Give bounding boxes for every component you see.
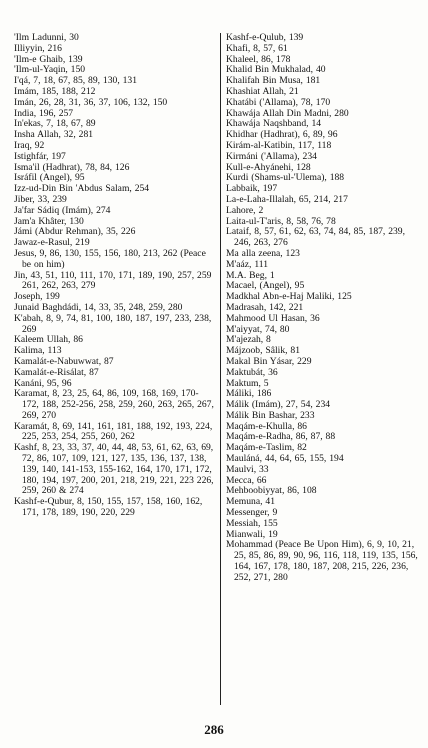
index-entry: India, 196, 257 (14, 107, 74, 119)
index-entry: Mecca, 66 (226, 474, 267, 486)
index-entry: Khalifah Bin Musa, 181 (226, 75, 321, 87)
index-entry: M'aiyyat, 74, 80 (226, 323, 290, 335)
index-entry: Málik Bin Bashar, 233 (226, 409, 315, 421)
index-entry: Máliki, 186 (226, 388, 272, 400)
index-entry: Jesus, 9, 86, 130, 155, 156, 180, 213, 262 (Peace be on him) (14, 247, 206, 270)
index-entry: Junaid Baghdádi, 14, 33, 35, 248, 259, 280 (14, 301, 183, 313)
index-entry: Messiah, 155 (226, 517, 278, 529)
index-entry: M.A. Beg, 1 (226, 269, 275, 281)
index-entry: Maqám-e-Taslim, 82 (226, 442, 307, 454)
index-entry: Khawája Naqshband, 14 (226, 118, 322, 130)
index-entry: Labbaik, 197 (226, 183, 278, 195)
index-entry: Imám, 185, 188, 212 (14, 85, 96, 97)
index-entry: Madrasah, 142, 221 (226, 301, 304, 313)
index-entry: M'aáz, 111 (226, 258, 269, 270)
index-entry: Ja'far Sádiq (Imám), 274 (14, 204, 111, 216)
index-entry: Kashf-e-Qubur, 8, 150, 155, 157, 158, 160, 162, 171, 178, 189, 190, 220, 229 (14, 496, 203, 519)
index-entry: Khawája Allah Din Madni, 280 (226, 107, 349, 119)
index-entry: Madkhal Abn-e-Haj Maliki, 125 (226, 291, 352, 303)
index-entry: Mauláná, 44, 64, 65, 155, 194 (226, 453, 344, 465)
index-entry: Insha Allah, 32, 281 (14, 129, 94, 141)
index-entry: 'Ilm-e Ghaib, 139 (14, 53, 83, 65)
index-entry: Isráfil (Angel), 95 (14, 172, 85, 184)
index-entry: Jámi (Abdur Rehman), 35, 226 (14, 226, 136, 238)
index-entry: Kirám-al-Katibin, 117, 118 (226, 139, 332, 151)
index-entry: Maktum, 5 (226, 377, 269, 389)
index-entry: Kurdi (Shams-ul-'Ulema), 188 (226, 172, 345, 184)
index-entry: In'ekas, 7, 18, 67, 89 (14, 118, 96, 130)
index-entry: Khashiat Allah, 21 (226, 85, 299, 97)
index-entry: Illiyyin, 216 (14, 42, 62, 54)
index-entry: Khatábi ('Allama), 78, 170 (226, 96, 331, 108)
page-number: 286 (204, 722, 224, 737)
index-entry: Jawaz-e-Rasul, 219 (14, 237, 90, 249)
index-entry: 'Ilm-ul-Yaqin, 150 (14, 64, 86, 76)
index-entry: Khidhar (Hadhrat), 6, 89, 96 (226, 129, 338, 141)
index-entry: Kull-e-Ahyánehi, 128 (226, 161, 311, 173)
index-entry: Lahore, 2 (226, 204, 264, 216)
index-entry: Jiber, 33, 239 (14, 193, 67, 205)
index-entry: Maktubát, 36 (226, 366, 278, 378)
index-entry: Mianwali, 19 (226, 528, 278, 540)
index-entry: La-e-Laha-Illalah, 65, 214, 217 (226, 193, 348, 205)
index-entry: Kanáni, 95, 96 (14, 377, 72, 389)
index-entry: Karamat, 8, 23, 25, 64, 86, 109, 168, 169, 170-172, 188, 252-256, 258, 259, 260, 263, 265, 267, 269, 270 (14, 388, 214, 421)
index-column-right (226, 33, 422, 584)
index-entry: Jam'a Khâter, 130 (14, 215, 84, 227)
index-entry: Memuna, 41 (226, 496, 275, 508)
index-entry: Májzoob, Sâlik, 81 (226, 345, 301, 357)
index-entry: Maulvi, 33 (226, 463, 269, 475)
index-entry: Joseph, 199 (14, 291, 60, 303)
index-entry: Karamát, 8, 69, 141, 161, 181, 188, 192, 193, 224, 225, 253, 254, 255, 260, 262 (14, 420, 213, 443)
index-entry: Maqám-e-Khulla, 86 (226, 420, 307, 432)
index-entry: Laita-ul-T'aris, 8, 58, 76, 78 (226, 215, 336, 227)
index-entry: Kamalát-e-Nabuwwat, 87 (14, 355, 114, 367)
index-entry: Mehboobiyyat, 86, 108 (226, 485, 317, 497)
index-entry: Kirmáni ('Allama), 234 (226, 150, 317, 162)
index-entry: Makal Bin Yásar, 229 (226, 355, 312, 367)
index-entry: Kaleem Ullah, 86 (14, 334, 83, 346)
index-entry: Kashf, 8, 23, 33, 37, 40, 44, 48, 53, 61, 62, 63, 69, 72, 86, 107, 109, 121, 127, 135, 136, 137, 138, 139, 140, 141-153, 155-162, 164, 170, 171, 172, 180, 194, 197, 200, 201, 218, 219, 221, 223 226, 259, 260 & 274 (14, 442, 214, 497)
index-entry: M'ajezah, 8 (226, 334, 271, 346)
index-entry: Mohammad (Peace Be Upon Him), 6, 9, 10, 21, 25, 85, 86, 89, 90, 96, 116, 118, 119, 135, 156, 164, 167, 178, 180, 187, 208, 215, 226, 236, 252, 271, 280 (226, 539, 418, 583)
index-entry: Kamalát-e-Risálat, 87 (14, 366, 99, 378)
index-entry: Khafi, 8, 57, 61 (226, 42, 288, 54)
index-entry: Isma'il (Hadhrat), 78, 84, 126 (14, 161, 130, 173)
index-entry: Macael, (Angel), 95 (226, 280, 305, 292)
index-entry: Messenger, 9 (226, 507, 278, 519)
column-divider (220, 33, 221, 705)
index-entry: 'Ilm Ladunni, 30 (14, 32, 79, 43)
index-entry: Málik (Imám), 27, 54, 234 (226, 399, 331, 411)
index-entry: Iraq, 92 (14, 139, 45, 151)
index-entry: Istighfár, 197 (14, 150, 66, 162)
index-entry: Khaleel, 86, 178 (226, 53, 291, 65)
index-entry: Kalima, 113 (14, 345, 62, 357)
index-entry: Khalid Bin Mukhalad, 40 (226, 64, 326, 76)
index-entry: Lataif, 8, 57, 61, 62, 63, 74, 84, 85, 187, 239, 246, 263, 276 (226, 226, 406, 249)
index-entry: Imán, 26, 28, 31, 36, 37, 106, 132, 150 (14, 96, 168, 108)
index-entry: K'abah, 8, 9, 74, 81, 100, 180, 187, 197, 233, 238, 269 (14, 312, 212, 335)
index-entry: Kashf-e-Qulub, 139 (226, 32, 304, 43)
index-entry: Mahmood Ul Hasan, 36 (226, 312, 320, 324)
index-entry: I'qá, 7, 18, 67, 85, 89, 130, 131 (14, 75, 138, 87)
index-entry: Jin, 43, 51, 110, 111, 170, 171, 189, 190, 257, 259 261, 262, 263, 279 (14, 269, 212, 292)
index-column-left (14, 33, 214, 519)
index-entry: Izz-ud-Din Bin 'Abdus Salam, 254 (14, 183, 150, 195)
index-entry: Maqám-e-Radha, 86, 87, 88 (226, 431, 336, 443)
index-entry: Ma alla zeena, 123 (226, 247, 300, 259)
